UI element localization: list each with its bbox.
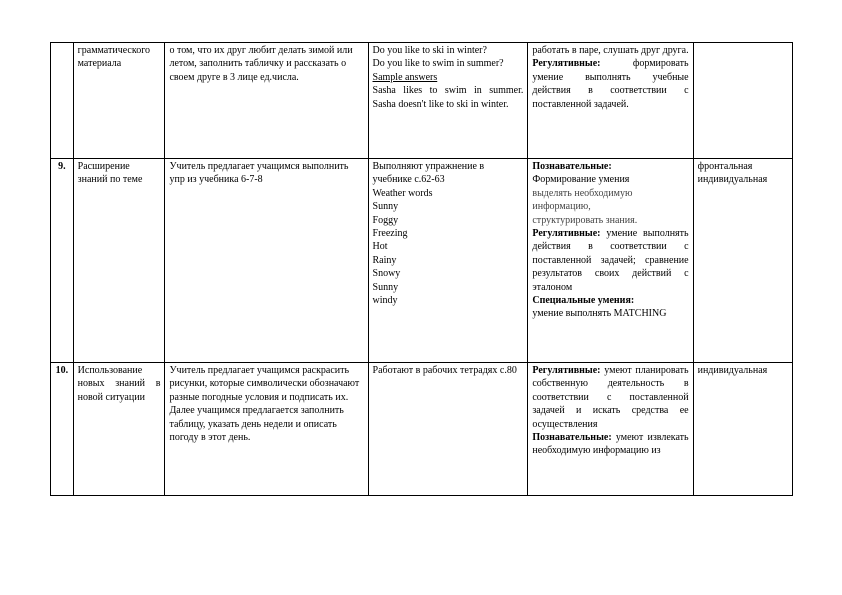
uud-text: структурировать знания. bbox=[532, 214, 638, 226]
uud-cell bbox=[528, 363, 693, 496]
weather-word: Sunny bbox=[372, 201, 399, 213]
question-text: Do you like to ski in winter? bbox=[372, 45, 487, 56]
stage-cell: грамматического материала bbox=[73, 43, 165, 159]
student-activity-cell bbox=[368, 43, 528, 159]
work-form-cell: индивидуальная bbox=[693, 363, 792, 496]
uud-category-label: Специальные умения: bbox=[532, 295, 635, 307]
uud-cell bbox=[528, 43, 693, 159]
uud-text: выделять необходимую информацию, bbox=[532, 187, 633, 213]
uud-text: умение выполнять действия в соответствии с поставленной задачей; сравнение результатов своих действий с эталоном bbox=[532, 228, 689, 293]
uud-category-label: Познавательные: bbox=[532, 161, 612, 172]
row-number-cell: 10. bbox=[51, 363, 74, 496]
student-activity-cell bbox=[368, 159, 528, 363]
teacher-activity-cell bbox=[165, 363, 368, 496]
row-number-cell: 9. bbox=[51, 159, 74, 363]
work-form-cell bbox=[693, 43, 792, 159]
student-activity-cell: Работают в рабочих тетрадях с.80 bbox=[368, 363, 528, 496]
sample-answers-label: Sample answers bbox=[372, 71, 438, 83]
weather-word: Sunny bbox=[372, 281, 399, 293]
uud-category-label: Регулятивные: bbox=[532, 58, 601, 70]
row-number-cell bbox=[51, 43, 74, 159]
exercise-intro: Выполняют упражнение в учебнике с.62-63 bbox=[372, 161, 485, 186]
weather-word: Snowy bbox=[372, 268, 401, 280]
lesson-plan-table bbox=[50, 42, 793, 496]
teacher-activity-cell: Учитель предлагает учащимся выполнить упр из учебника 6-7-8 bbox=[165, 159, 368, 363]
uud-text: Формирование умения bbox=[532, 174, 630, 186]
teacher-text: Далее учащимся предлагается заполнить таблицу, указать день недели и описать погоду в этот день. bbox=[169, 405, 344, 444]
uud-category-label: Регулятивные: bbox=[532, 365, 601, 376]
uud-cell bbox=[528, 159, 693, 363]
weather-word: Freezing bbox=[372, 228, 408, 240]
uud-text: умеют извлекать необходимую информацию из bbox=[532, 432, 689, 457]
table-row bbox=[51, 43, 793, 159]
teacher-activity-cell: о том, что их друг любит делать зимой или летом, заполнить табличку и рассказать о своем друге в 3 лице ед.числа. bbox=[165, 43, 368, 159]
work-form-cell: фронтальная индивидуальная bbox=[693, 159, 792, 363]
stage-cell: Использование новых знаний в новой ситуации bbox=[73, 363, 165, 496]
uud-text: работать в паре, слушать друг друга. bbox=[532, 45, 689, 56]
weather-word: Hot bbox=[372, 241, 388, 253]
teacher-text: Учитель предлагает учащимся раскрасить рисунки, которые символически обозначают разные погодные условия и подписать их. bbox=[169, 365, 360, 403]
uud-text: формировать умение выполнять учебные действия в соответствии с поставленной задачей. bbox=[532, 58, 689, 110]
stage-cell: Расширение знаний по теме bbox=[73, 159, 165, 363]
table-row bbox=[51, 363, 793, 496]
table-row bbox=[51, 159, 793, 363]
uud-text: умение выполнять MATCHING bbox=[532, 308, 667, 320]
weather-words-title: Weather words bbox=[372, 187, 433, 199]
weather-word: Rainy bbox=[372, 254, 397, 266]
uud-category-label: Познавательные: bbox=[532, 432, 612, 444]
uud-category-label: Регулятивные: bbox=[532, 228, 601, 240]
weather-word: windy bbox=[372, 295, 398, 307]
question-text: Do you like to swim in summer? bbox=[372, 58, 504, 70]
weather-word: Foggy bbox=[372, 214, 399, 226]
uud-text: умеют планировать собственную деятельность в соответствии с поставленной задачей и искать средства ее осуществления bbox=[532, 365, 689, 430]
sample-answer-text: Sasha likes to swim in summer. Sasha doesn't like to ski in winter. bbox=[372, 85, 524, 110]
